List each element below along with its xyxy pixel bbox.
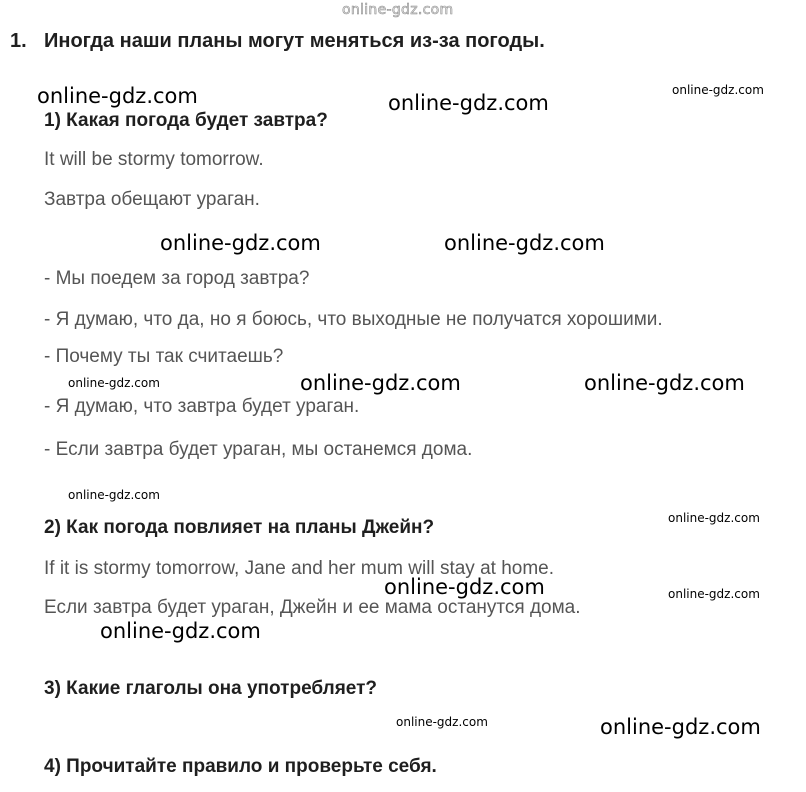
watermark: online-gdz.com — [668, 511, 760, 525]
watermark: online-gdz.com — [37, 84, 198, 108]
answer-line: If it is stormy tomorrow, Jane and her mum will stay at home. — [44, 558, 555, 579]
watermark: online-gdz.com — [384, 575, 545, 599]
watermark: online-gdz.com — [100, 619, 261, 643]
watermark: online-gdz.com — [68, 376, 160, 390]
watermark: online-gdz.com — [600, 715, 761, 739]
watermark: online-gdz.com — [672, 83, 764, 97]
answer-line: Завтра обещают ураган. — [44, 189, 260, 210]
task-number: 1. — [10, 30, 27, 52]
dialogue-line: - Я думаю, что да, но я боюсь, что выходные не получатся хорошими. — [44, 309, 663, 330]
dialogue-line: - Я думаю, что завтра будет ураган. — [44, 396, 360, 417]
question-1-label: 1) Какая погода будет завтра? — [44, 110, 328, 131]
watermark: online-gdz.com — [584, 371, 745, 395]
answer-line: It will be stormy tomorrow. — [44, 149, 264, 170]
watermark: online-gdz.com — [668, 587, 760, 601]
watermark: online-gdz.com — [300, 371, 461, 395]
watermark: online-gdz.com — [444, 231, 605, 255]
watermark: online-gdz.com — [396, 715, 488, 729]
watermark-top: online-gdz.com — [342, 2, 454, 18]
task-title: Иногда наши планы могут меняться из-за погоды. — [44, 30, 545, 52]
watermark: online-gdz.com — [388, 91, 549, 115]
watermark: online-gdz.com — [68, 488, 160, 502]
task-heading — [10, 30, 545, 53]
dialogue-line: - Если завтра будет ураган, мы останемся дома. — [44, 439, 473, 460]
watermark: online-gdz.com — [160, 231, 321, 255]
question-3-label: 3) Какие глаголы она употребляет? — [44, 678, 378, 699]
answer-line: Если завтра будет ураган, Джейн и ее мама останутся дома. — [44, 597, 581, 618]
question-2-label: 2) Как погода повлияет на планы Джейн? — [44, 517, 435, 538]
dialogue-line: - Почему ты так считаешь? — [44, 346, 284, 367]
question-4-label: 4) Прочитайте правило и проверьте себя. — [44, 756, 437, 777]
dialogue-line: - Мы поедем за город завтра? — [44, 268, 310, 289]
